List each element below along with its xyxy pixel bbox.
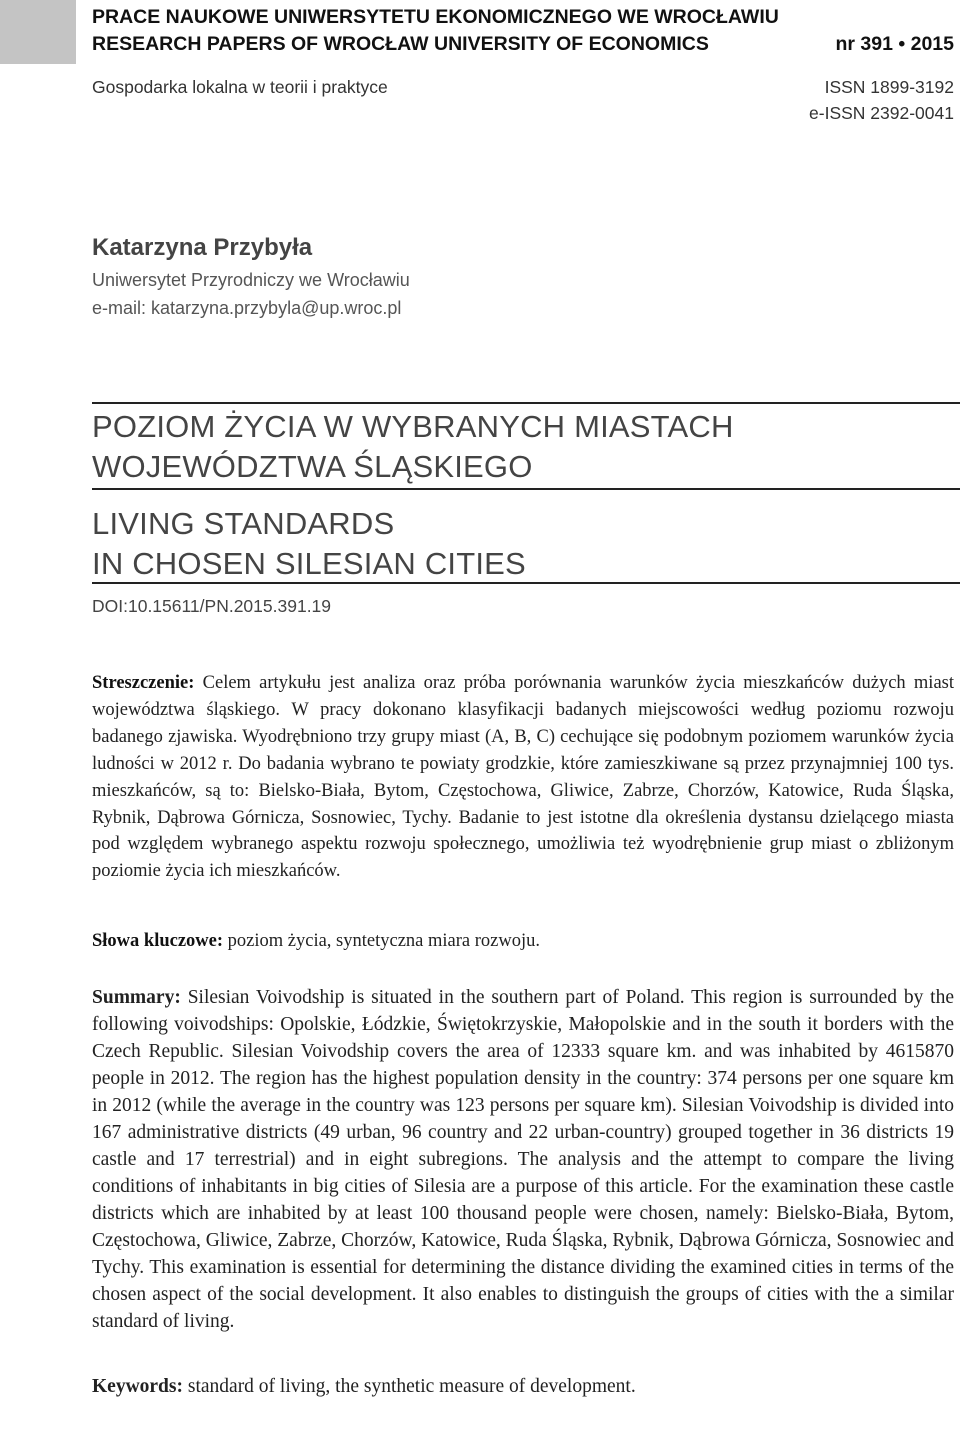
title-pl-line1: POZIOM ŻYCIA W WYBRANYCH MIASTACH (92, 409, 734, 444)
keywords-english (92, 1376, 636, 1398)
author-block (92, 230, 410, 322)
keywords-en-label: Keywords: (92, 1376, 183, 1397)
abstract-polish (92, 670, 954, 885)
title-en-line1: LIVING STANDARDS (92, 506, 395, 541)
issn: ISSN 1899-3192 (824, 77, 954, 97)
abstract-pl-label: Streszczenie: (92, 673, 195, 693)
keywords-pl-text: poziom życia, syntetyczna miara rozwoju. (227, 931, 540, 951)
journal-name-en-row (92, 31, 954, 58)
eissn: e-ISSN 2392-0041 (809, 103, 954, 123)
divider-bottom (92, 582, 960, 584)
summary-english (92, 984, 954, 1335)
keywords-en-text: standard of living, the synthetic measure of development. (187, 1376, 636, 1397)
series-title: Gospodarka lokalna w teorii i praktyce (92, 77, 388, 97)
doi: DOI:10.15611/PN.2015.391.19 (92, 596, 332, 616)
divider-middle (92, 488, 960, 490)
issn-block (809, 74, 954, 126)
title-pl-line2: WOJEWÓDZTWA ŚLĄSKIEGO (92, 449, 533, 484)
title-english (92, 504, 952, 584)
corner-decoration (0, 0, 76, 64)
author-name: Katarzyna Przybyła (92, 234, 313, 261)
title-polish (92, 407, 952, 487)
title-en-line2: IN CHOSEN SILESIAN CITIES (92, 546, 526, 581)
journal-name-en: RESEARCH PAPERS OF WROCŁAW UNIVERSITY OF ECONOMICS (92, 33, 709, 55)
divider-top (92, 402, 960, 404)
issue-number: nr 391 • 2015 (835, 33, 954, 55)
author-affiliation: Uniwersytet Przyrodniczy we Wrocławiu (92, 270, 410, 290)
summary-en-text: Silesian Voivodship is situated in the southern part of Poland. This region is surrounded by the following voivodships: Opolskie, Łódzkie, Świętokrzyskie, Małopolskie and in the south it borders with the Czech Republic. Silesian Voivodship covers the area of 12333 square km. and was inhabited by 4615870 people in 2012. The region has the highest population density in the country: 374 persons per one square km in 2012 (while the average in the country was 123 persons per square km). Silesian Voivodship is divided into 167 administrative districts (49 urban, 96 country and 22 urban-country) grouped together in 36 districts 19 castle and 17 terrestrial) and in eight subregions. The analysis and the attempt to compare the living conditions of inhabitants in big cities of Silesia are a purpose of this article. For the examination these castle districts which are inhabited by at least 100 thousand people were chosen, namely: Bielsko-Biała, Bytom, Częstochowa, Gliwice, Zabrze, Chorzów, Katowice, Ruda Śląska, Rybnik, Dąbrowa Górnicza, Sosnowiec and Tychy. This examination is essential for determining the distance dividing the examined cities in terms of the chosen aspect of the social development. It also enables to distinguish the groups of cities with the a similar standard of living. (92, 987, 954, 1332)
keywords-pl-label: Słowa kluczowe: (92, 931, 224, 951)
summary-en-label: Summary: (92, 987, 181, 1008)
journal-header (92, 4, 954, 58)
keywords-polish (92, 928, 954, 955)
journal-name-pl: PRACE NAUKOWE UNIWERSYTETU EKONOMICZNEGO WE WROCŁAWIU (92, 6, 779, 28)
abstract-pl-text: Celem artykułu jest analiza oraz próba porównania warunków życia mieszkańców dużych miast województwa śląskiego. W pracy dokonano klasyfikacji badanych miejscowości według poziomu rozwoju badanego zjawiska. Wyodrębniono trzy grupy miast (A, B, C) cechujące się podobnym poziomem warunków życia ludności w 2012 r. Do badania wybrano te powiaty grodzkie, które zamieszkiwane są przez przynajmniej 100 tys. mieszkańców, są to: Bielsko-Biała, Bytom, Częstochowa, Gliwice, Zabrze, Chorzów, Katowice, Ruda Śląska, Rybnik, Dąbrowa Górnicza, Sosnowiec, Tychy. Badanie to jest istotne dla określenia dystansu dzielącego miasta pod względem wybranego aspektu rozwoju społecznego, umożliwia też wyodrębnienie grup miast o zbliżonym poziomie życia ich mieszkańców. (92, 673, 954, 882)
series-meta (92, 74, 954, 126)
author-email: e-mail: katarzyna.przybyla@up.wroc.pl (92, 298, 402, 318)
